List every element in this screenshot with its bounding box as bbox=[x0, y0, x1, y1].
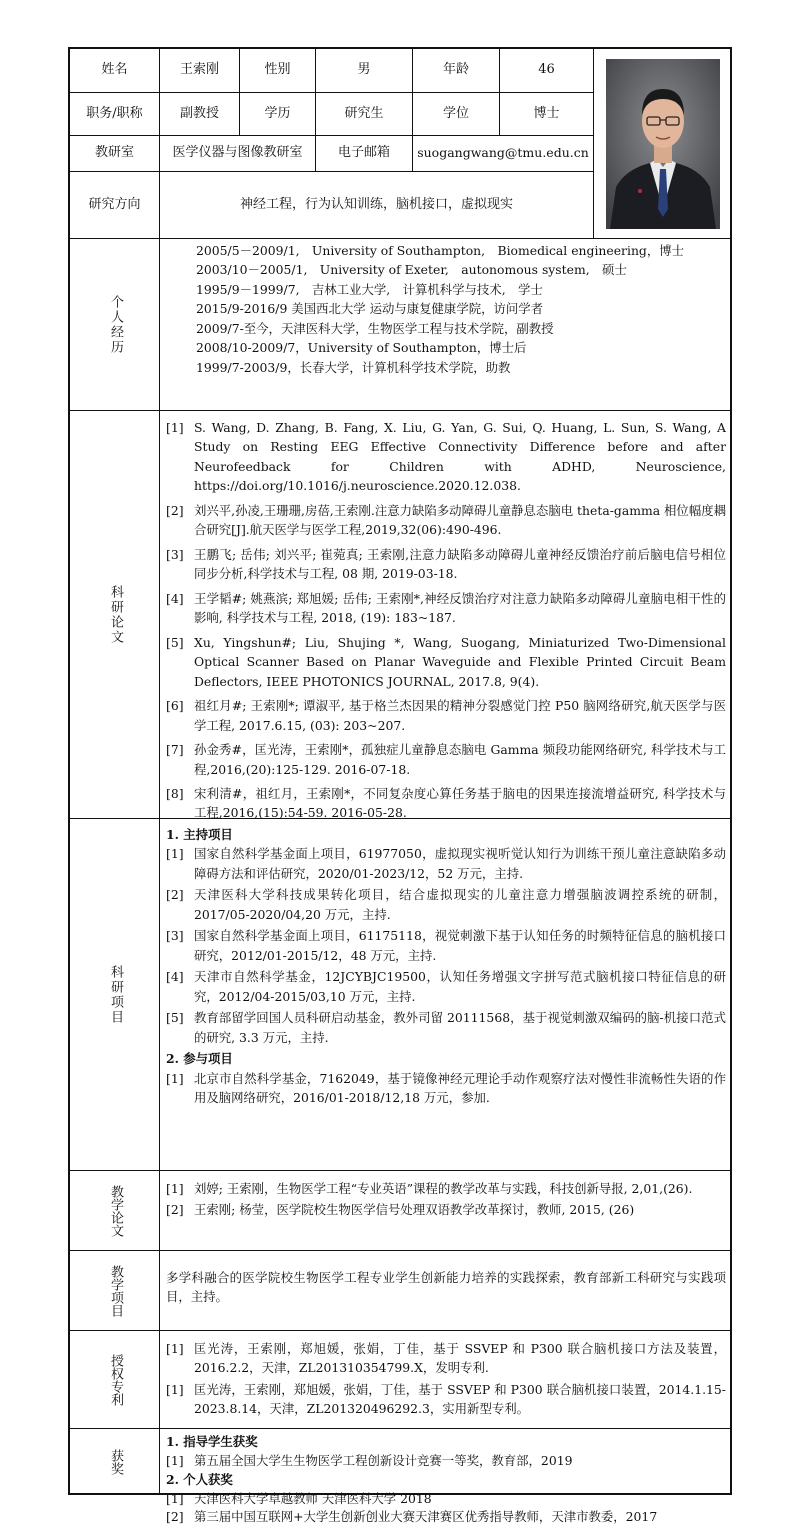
teaching-paper-number: [2] bbox=[166, 1202, 184, 1218]
paper-item bbox=[166, 418, 726, 496]
experience-line: 2005/5－2009/1, University of Southampton, Biomedical engineering，博士 bbox=[196, 243, 685, 258]
research-value: 神经工程，行为认知训练，脑机接口，虚拟现实 bbox=[160, 172, 594, 239]
experience-line: 2015/9-2016/9 美国西北大学 运动与康复健康学院，访问学者 bbox=[196, 301, 544, 317]
age-label: 年龄 bbox=[413, 49, 500, 93]
experience-section bbox=[160, 239, 732, 411]
papers-label bbox=[70, 411, 160, 819]
experience-line: 2003/10－2005/1, University of Exeter, autonomous system, 硕士 bbox=[196, 262, 627, 278]
teaching-papers-section bbox=[160, 1171, 732, 1251]
student-awards-heading: 1. 指导学生获奖 bbox=[166, 1434, 258, 1449]
teaching-projects-label bbox=[70, 1251, 160, 1331]
teaching-paper-item bbox=[166, 1200, 726, 1219]
title-label: 职务/职称 bbox=[70, 93, 160, 136]
project-number: [1] bbox=[166, 846, 184, 862]
award-text: 天津医科大学卓越教师 天津医科大学 2018 bbox=[194, 1490, 432, 1506]
paper-number: [7] bbox=[166, 742, 184, 758]
personal-awards-heading: 2. 个人获奖 bbox=[166, 1472, 233, 1488]
project-item bbox=[166, 926, 726, 965]
award-text: 第五届全国大学生生物医学工程创新设计竞赛一等奖，教育部，2019 bbox=[194, 1452, 573, 1468]
projects-label bbox=[70, 819, 160, 1171]
awards-label bbox=[70, 1429, 160, 1495]
paper-number: [4] bbox=[166, 590, 184, 606]
paper-item bbox=[166, 545, 726, 584]
teaching-projects-section bbox=[160, 1251, 732, 1331]
project-number: [5] bbox=[166, 1010, 184, 1026]
paper-number: [8] bbox=[166, 785, 184, 801]
paper-number: [1] bbox=[166, 420, 184, 435]
award-number: [1] bbox=[166, 1490, 184, 1506]
patent-number: [1] bbox=[166, 1341, 184, 1356]
join-projects-heading: 2. 参与项目 bbox=[166, 1051, 233, 1067]
research-label: 研究方向 bbox=[70, 172, 160, 239]
paper-item bbox=[166, 740, 726, 779]
award-item bbox=[166, 1490, 726, 1509]
project-number: [1] bbox=[166, 1070, 184, 1086]
paper-text: 孙金秀#，匡光涛，王索刚*，孤独症儿童静息态脑电 Gamma 频段功能网络研究, 科学技术与工程,2016,(20):125-129. 2016-07-18. bbox=[194, 742, 726, 777]
patents-label-text: 授权专利 bbox=[107, 1353, 123, 1406]
project-number: [3] bbox=[166, 928, 184, 944]
paper-item bbox=[166, 501, 726, 540]
education-value: 研究生 bbox=[316, 93, 413, 136]
project-text: 教育部留学回国人员科研启动基金，教外司留 20111568，基于视觉刺激双编码的脑-机接口范式的研究, 3.3 万元，主持. bbox=[194, 1010, 726, 1045]
experience-line: 2009/7-至今，天津医科大学，生物医学工程与技术学院，副教授 bbox=[196, 320, 554, 336]
teaching-projects-label-text: 教学项目 bbox=[107, 1264, 123, 1317]
teaching-paper-item bbox=[166, 1179, 726, 1198]
degree-label: 学位 bbox=[413, 93, 500, 136]
patent-item bbox=[166, 1380, 726, 1419]
department-label: 教研室 bbox=[70, 136, 160, 172]
project-item bbox=[166, 1008, 726, 1047]
project-item bbox=[166, 1069, 726, 1108]
experience-line: 1995/9－1999/7, 吉林工业大学, 计算机科学与技术, 学士 bbox=[196, 281, 543, 297]
degree-value: 博士 bbox=[500, 93, 594, 136]
paper-number: [5] bbox=[166, 634, 184, 650]
title-value: 副教授 bbox=[160, 93, 240, 136]
awards-label-text: 获奖 bbox=[107, 1449, 123, 1475]
project-item bbox=[166, 967, 726, 1006]
experience-line: 2008/10-2009/7，University of Southampton，博士后 bbox=[196, 340, 527, 356]
paper-text: 王鹏飞; 岳伟; 刘兴平; 崔菀真; 王索刚,注意力缺陷多动障碍儿童神经反馈治疗前后脑电信号相位同步分析,科学技术与工程, 08 期, 2019-03-18. bbox=[194, 546, 726, 582]
award-text: 第三届中国互联网+大学生创新创业大赛天津赛区优秀指导教师，天津市教委，2017 bbox=[194, 1509, 658, 1525]
teaching-papers-label-text: 教学论文 bbox=[107, 1184, 123, 1237]
paper-text: 宋利清#，祖红月，王索刚*，不同复杂度心算任务基于脑电的因果连接流增益研究, 科学技术与工程,2016,(15):54-59. 2016-05-28. bbox=[194, 785, 726, 821]
projects-label-text: 科研项目 bbox=[107, 964, 123, 1025]
patents-label bbox=[70, 1331, 160, 1429]
project-text: 北京市自然科学基金，7162049，基于镜像神经元理论手动作观察疗法对慢性非流畅性失语的作用及脑网络研究，2016/01-2018/12,18 万元，参加. bbox=[194, 1070, 726, 1106]
paper-item bbox=[166, 589, 726, 628]
paper-text: S. Wang, D. Zhang, B. Fang, X. Liu, G. Yan, G. Sui, Q. Huang, L. Sun, S. Wang, A Study on Resting EEG Effective Connectivity Difference before and after Neurofeedback for Children with ADHD, Neuroscience, https://doi.org/10.1016/j.neuroscience.2020.12.038. bbox=[194, 420, 726, 494]
project-text: 国家自然科学基金面上项目，61977050，虚拟现实视听觉认知行为训练干预儿童注意缺陷多动障碍方法和评估研究，2020/01-2023/12，52 万元，主持. bbox=[194, 846, 726, 881]
patent-number: [1] bbox=[166, 1381, 184, 1397]
portrait-photo bbox=[606, 59, 720, 229]
age-value: 46 bbox=[500, 49, 594, 93]
host-projects-heading: 1. 主持项目 bbox=[166, 827, 233, 842]
teaching-project-text: 多学科融合的医学院校生物医学工程专业学生创新能力培养的实践探索，教育部新工科研究与实践项目，主持。 bbox=[166, 1270, 726, 1305]
gender-value: 男 bbox=[316, 49, 413, 93]
paper-text: 祖红月#; 王索刚*; 谭淑平, 基于格兰杰因果的精神分裂感觉门控 P50 脑网络研究,航天医学与医学工程, 2017.6.15, (03): 203~207. bbox=[194, 698, 726, 733]
patents-section bbox=[160, 1331, 732, 1429]
resume-sheet bbox=[68, 47, 732, 1525]
teaching-paper-number: [1] bbox=[166, 1181, 184, 1196]
award-number: [2] bbox=[166, 1509, 184, 1525]
experience-label-text: 个人经历 bbox=[107, 294, 123, 355]
paper-number: [3] bbox=[166, 546, 184, 562]
department-value: 医学仪器与图像教研室 bbox=[160, 136, 316, 172]
awards-section bbox=[160, 1429, 732, 1525]
project-number: [2] bbox=[166, 887, 184, 903]
award-item bbox=[166, 1508, 726, 1527]
paper-text: Xu, Yingshun#; Liu, Shujing *, Wang, Suogang, Miniaturized Two-Dimensional Optical Scanner Based on Planar Waveguide and Flexible Printed Circuit Beam Deflectors, IEEE PHOTONICS JOURNAL, 2017.8, 9(4). bbox=[194, 634, 726, 689]
project-item bbox=[166, 844, 726, 883]
project-text: 天津市自然科学基金，12JCYBJC19500，认知任务增强文字拼写范式脑机接口特征信息的研究，2012/04-2015/03,10 万元，主持. bbox=[194, 969, 726, 1004]
project-text: 国家自然科学基金面上项目，61175118，视觉刺激下基于认知任务的时频特征信息的脑机接口研究，2012/01-2015/12，48 万元，主持. bbox=[194, 928, 726, 963]
experience-label bbox=[70, 239, 160, 411]
paper-item bbox=[166, 633, 726, 691]
teaching-papers-label bbox=[70, 1171, 160, 1251]
name-label: 姓名 bbox=[70, 49, 160, 93]
teaching-paper-text: 刘婷; 王索刚，生物医学工程“专业英语”课程的教学改革与实践，科技创新导报, 2,01,(26). bbox=[194, 1181, 693, 1196]
patent-item bbox=[166, 1339, 726, 1378]
papers-section bbox=[160, 411, 732, 819]
paper-item bbox=[166, 696, 726, 735]
name-value: 王索刚 bbox=[160, 49, 240, 93]
email-label: 电子邮箱 bbox=[316, 136, 413, 172]
patent-text: 匡光涛，王索刚，郑旭媛，张娟，丁佳，基于 SSVEP 和 P300 联合脑机接口装置，2014.1.15-2023.8.14，天津，ZL201320496292.3，实用新型专利。 bbox=[194, 1381, 726, 1417]
experience-line: 1999/7-2003/9，长春大学，计算机科学技术学院，助教 bbox=[196, 359, 511, 375]
papers-label-text: 科研论文 bbox=[107, 584, 123, 645]
paper-text: 王学韬#; 姚燕滨; 郑旭媛; 岳伟; 王索刚*,神经反馈治疗对注意力缺陷多动障碍儿童脑电相干性的影响, 科学技术与工程, 2018, (19): 183~187. bbox=[194, 590, 726, 626]
patent-text: 匡光涛，王索刚，郑旭媛，张娟，丁佳，基于 SSVEP 和 P300 联合脑机接口方法及装置，2016.2.2，天津，ZL201310354799.X，发明专利. bbox=[194, 1341, 726, 1376]
project-text: 天津医科大学科技成果转化项目，结合虚拟现实的儿童注意力增强脑波调控系统的研制，2017/05-2020/04,20 万元，主持. bbox=[194, 887, 726, 922]
projects-section bbox=[160, 819, 732, 1171]
award-item bbox=[166, 1452, 726, 1471]
education-label: 学历 bbox=[240, 93, 316, 136]
paper-text: 刘兴平,孙凌,王珊珊,房蓓,王索刚.注意力缺陷多动障碍儿童静息态脑电 theta-gamma 相位幅度耦合研究[J].航天医学与医学工程,2019,32(06):490-496. bbox=[194, 502, 726, 538]
gender-label: 性别 bbox=[240, 49, 316, 93]
paper-number: [2] bbox=[166, 502, 184, 518]
paper-item bbox=[166, 784, 726, 823]
teaching-paper-text: 王索刚; 杨莹，医学院校生物医学信号处理双语教学改革探讨，教师, 2015, (26) bbox=[194, 1202, 635, 1218]
project-item bbox=[166, 885, 726, 924]
email-value: suogangwang@tmu.edu.cn bbox=[413, 136, 594, 172]
paper-number: [6] bbox=[166, 698, 184, 714]
award-number: [1] bbox=[166, 1452, 184, 1468]
project-number: [4] bbox=[166, 969, 184, 985]
